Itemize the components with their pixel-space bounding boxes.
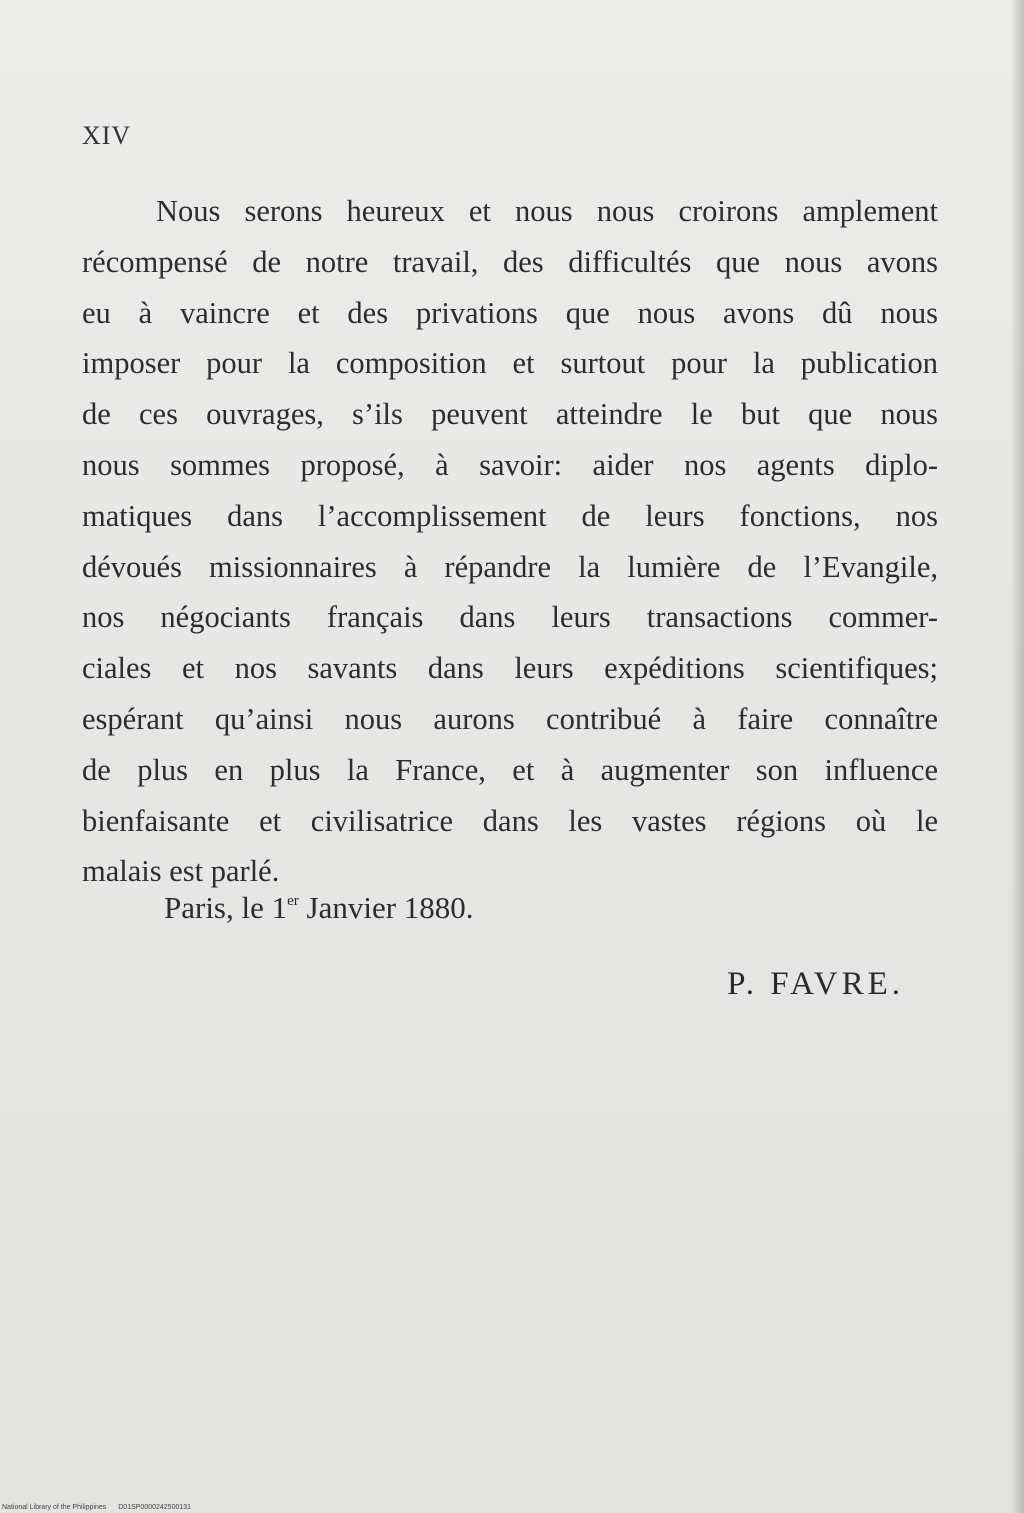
paragraph-line: matiques dans l’accomplissement de leurs fonctions, nos xyxy=(82,498,938,533)
paragraph-line: espérant qu’ainsi nous aurons contribué à faire connaître xyxy=(82,701,938,736)
paragraph-line: de ces ouvrages, s’ils peuvent atteindre le but que nous xyxy=(82,397,938,432)
dateline-ordinal-superscript: er xyxy=(287,893,299,909)
paragraph-line: bienfaisante et civilisatrice dans les vastes régions où le xyxy=(82,803,938,838)
paragraph-line: malais est parlé. xyxy=(82,854,280,889)
scan-code: D01SP0000242500131 xyxy=(118,1504,192,1511)
paragraph-line: nos négociants français dans leurs transactions commer- xyxy=(82,600,938,635)
paragraph-line: de plus en plus la France, et à augmenter son influence xyxy=(82,752,938,787)
paragraph-line: récompensé de notre travail, des difficultés que nous avons xyxy=(82,244,938,279)
dateline-date: Janvier 1880. xyxy=(298,890,474,925)
paragraph xyxy=(82,186,938,897)
page-number: XIV xyxy=(82,121,132,150)
paragraph-line: eu à vaincre et des privations que nous avons dû nous xyxy=(82,295,938,330)
paragraph-line: dévoués missionnaires à répandre la lumière de l’Evangile, xyxy=(82,549,938,584)
scan-footer xyxy=(2,1504,191,1511)
paragraph-line: Nous serons heureux et nous nous croirons amplement xyxy=(156,194,938,228)
page-edge-shadow xyxy=(1010,0,1024,1513)
paragraph-line: imposer pour la composition et surtout pour la publication xyxy=(82,346,938,381)
author-signature: P. FAVRE. xyxy=(727,966,904,1002)
paragraph-line: ciales et nos savants dans leurs expéditions scientifiques; xyxy=(82,651,938,686)
dateline xyxy=(164,890,474,926)
dateline-place: Paris, le 1 xyxy=(164,890,288,925)
library-credit: National Library of the Philippines xyxy=(2,1504,107,1511)
paragraph-line: nous sommes proposé, à savoir: aider nos agents diplo- xyxy=(82,447,938,482)
